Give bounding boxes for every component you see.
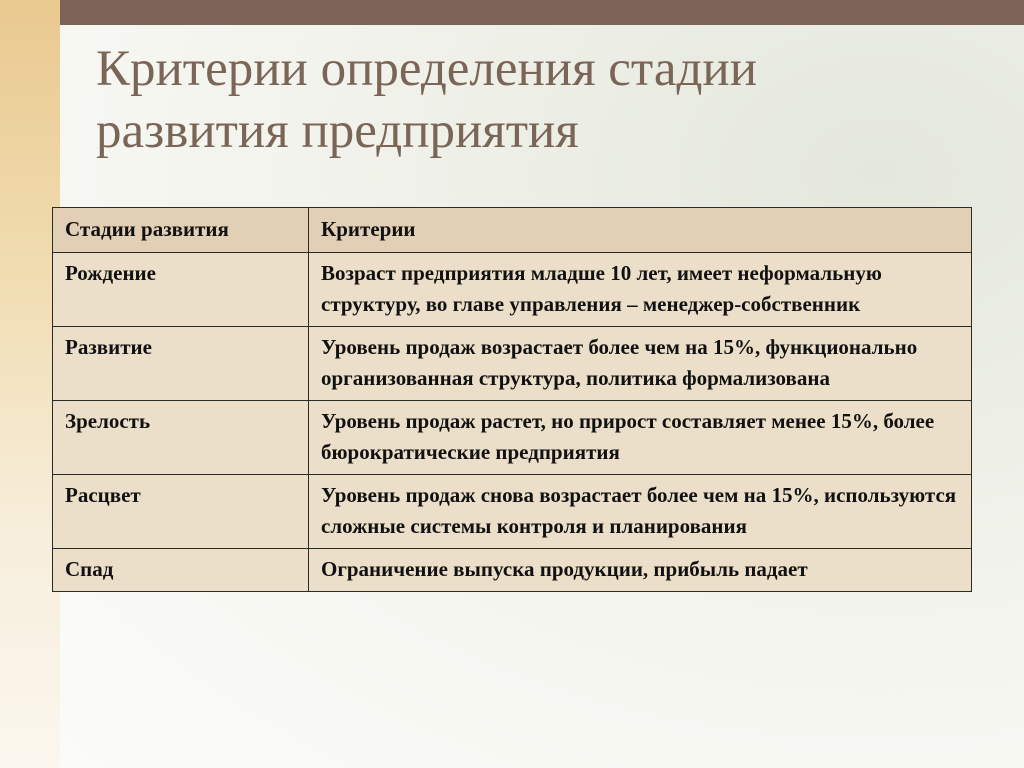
header-criteria: Критерии (309, 208, 972, 253)
stage-cell: Развитие (53, 327, 309, 401)
table-row (53, 475, 972, 549)
slide-title-line-1: Критерии определения стадии (96, 41, 758, 97)
stage-cell: Расцвет (53, 475, 309, 549)
decorative-left-strip (0, 0, 60, 768)
table-row (53, 253, 972, 327)
table-header-row (53, 208, 972, 253)
criteria-cell: Возраст предприятия младше 10 лет, имеет неформальную структуру, во главе управления – менеджер-собственник (309, 253, 972, 327)
criteria-cell: Ограничение выпуска продукции, прибыль падает (309, 549, 972, 592)
decorative-top-bar (60, 0, 1024, 25)
stage-cell: Зрелость (53, 401, 309, 475)
criteria-table (52, 207, 972, 592)
table-row (53, 327, 972, 401)
criteria-cell: Уровень продаж возрастает более чем на 15%, функционально организованная структура, политика формализована (309, 327, 972, 401)
slide-title (96, 38, 996, 162)
stage-cell: Рождение (53, 253, 309, 327)
header-stage: Стадии развития (53, 208, 309, 253)
table-row (53, 401, 972, 475)
criteria-cell: Уровень продаж снова возрастает более чем на 15%, используются сложные системы контроля и планирования (309, 475, 972, 549)
stage-cell: Спад (53, 549, 309, 592)
table-row (53, 549, 972, 592)
criteria-cell: Уровень продаж растет, но прирост составляет менее 15%, более бюрократические предприятия (309, 401, 972, 475)
slide-title-line-2: развития предприятия (96, 103, 579, 159)
